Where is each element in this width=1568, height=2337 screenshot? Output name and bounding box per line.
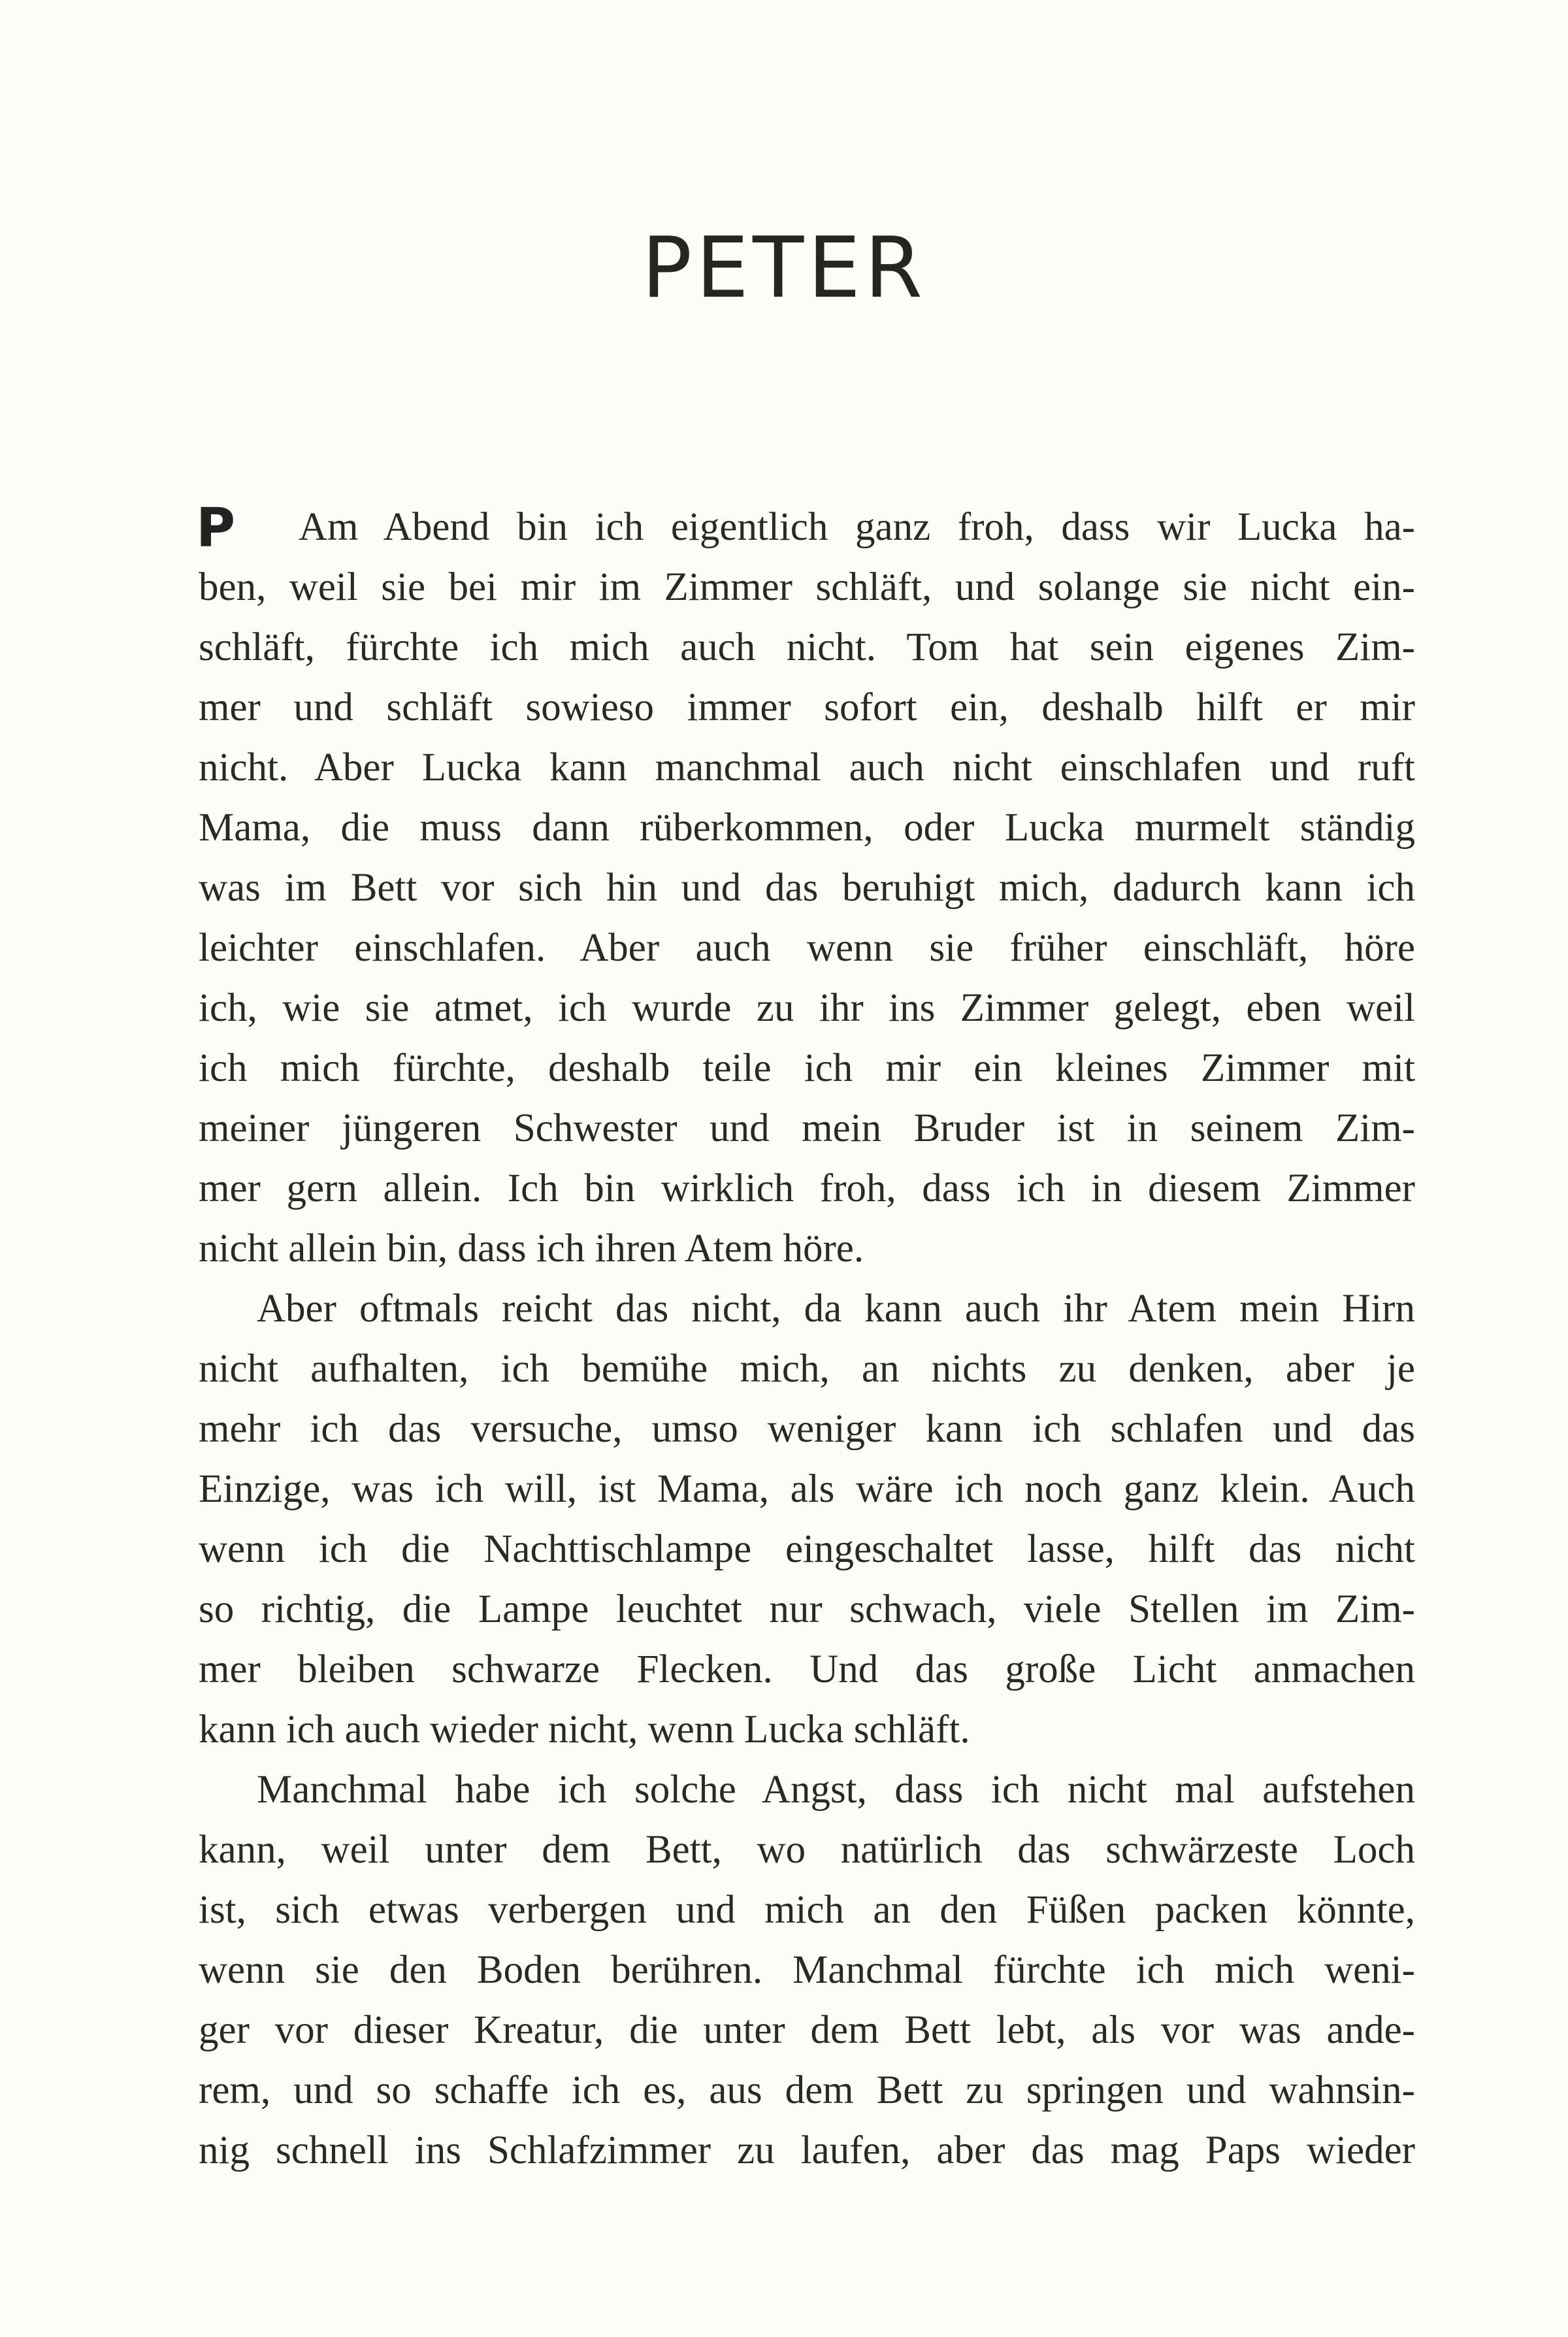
text-line: ben, weil sie bei mir im Zimmer schläft, und solange sie nicht ein- xyxy=(199,565,1415,609)
text-line: leichter einschlafen. Aber auch wenn sie früher einschläft, höre xyxy=(199,926,1415,970)
text-line: mer gern allein. Ich bin wirklich froh, dass ich in diesem Zimmer xyxy=(199,1167,1415,1210)
dropcap-initial: P xyxy=(196,497,236,559)
text-line: ger vor dieser Kreatur, die unter dem Bett lebt, als vor was ande- xyxy=(199,2008,1415,2052)
text-line: nicht allein bin, dass ich ihren Atem höre. xyxy=(199,1227,864,1270)
body-text xyxy=(199,497,1415,2181)
text-line: nicht aufhalten, ich bemühe mich, an nichts zu denken, aber je xyxy=(199,1347,1415,1391)
text-line: mehr ich das versuche, umso weniger kann ich schlafen und das xyxy=(199,1407,1415,1451)
text-line: rem, und so schaffe ich es, aus dem Bett zu springen und wahnsin- xyxy=(199,2068,1415,2112)
text-line: nig schnell ins Schlafzimmer zu laufen, aber das mag Paps wieder xyxy=(199,2129,1415,2172)
text-line: Mama, die muss dann rüberkommen, oder Lucka murmelt ständig xyxy=(199,806,1415,850)
chapter-title: PETER xyxy=(641,219,927,317)
text-line: kann, weil unter dem Bett, wo natürlich das schwärzeste Loch xyxy=(199,1828,1415,1872)
text-line: ich, wie sie atmet, ich wurde zu ihr ins Zimmer gelegt, eben weil xyxy=(199,986,1415,1030)
text-line: meiner jüngeren Schwester und mein Bruder ist in seinem Zim- xyxy=(199,1106,1415,1150)
text-line: mer bleiben schwarze Flecken. Und das große Licht anmachen xyxy=(199,1648,1415,1691)
text-line: nicht. Aber Lucka kann manchmal auch nicht einschlafen und ruft xyxy=(199,746,1415,789)
text-line: Einzige, was ich will, ist Mama, als wäre ich noch ganz klein. Auch xyxy=(199,1467,1415,1511)
text-line: wenn sie den Boden berühren. Manchmal fürchte ich mich weni- xyxy=(199,1948,1415,1992)
text-line: Aber oftmals reicht das nicht, da kann auch ihr Atem mein Hirn xyxy=(257,1287,1415,1331)
text-line: was im Bett vor sich hin und das beruhigt mich, dadurch kann ich xyxy=(199,866,1415,910)
text-line: ist, sich etwas verbergen und mich an den Füßen packen könnte, xyxy=(199,1888,1415,1932)
text-line: mer und schläft sowieso immer sofort ein, deshalb hilft er mir xyxy=(199,686,1415,729)
text-line: Am Abend bin ich eigentlich ganz froh, dass wir Lucka ha- xyxy=(299,505,1415,549)
text-line: kann ich auch wieder nicht, wenn Lucka schläft. xyxy=(199,1708,970,1751)
text-line: Manchmal habe ich solche Angst, dass ich nicht mal aufstehen xyxy=(257,1768,1415,1812)
text-line: schläft, fürchte ich mich auch nicht. Tom hat sein eigenes Zim- xyxy=(199,625,1415,669)
text-line: wenn ich die Nachttischlampe eingeschaltet lasse, hilft das nicht xyxy=(199,1527,1415,1571)
text-line: ich mich fürchte, deshalb teile ich mir ein kleines Zimmer mit xyxy=(199,1046,1415,1090)
text-line: so richtig, die Lampe leuchtet nur schwach, viele Stellen im Zim- xyxy=(199,1587,1415,1631)
